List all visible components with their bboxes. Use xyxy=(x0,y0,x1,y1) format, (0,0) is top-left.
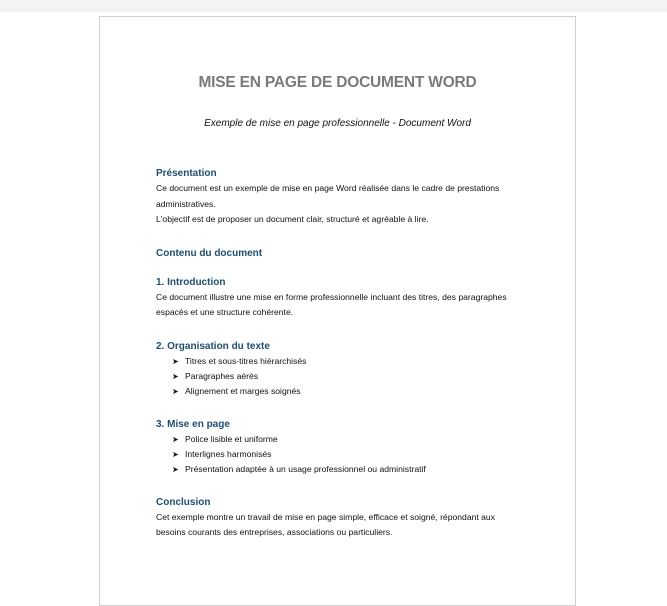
arrowhead-bullet-icon: ➤ xyxy=(172,386,179,396)
paragraph-line: Ce document est un exemple de mise en page Word réalisée dans le cadre de prestations xyxy=(156,183,500,193)
list-item-text: Alignement et marges soignés xyxy=(185,385,301,396)
list-item xyxy=(172,384,526,399)
paragraph-line: besoins courants des entreprises, associations ou particuliers. xyxy=(156,527,393,537)
arrowhead-bullet-icon: ➤ xyxy=(172,371,179,381)
section-heading-contents: Contenu du document xyxy=(156,247,263,259)
arrowhead-bullet-icon: ➤ xyxy=(172,464,179,474)
paragraph-line: espacés et une structure cohérente. xyxy=(156,307,294,317)
paragraph-line: L'objectif est de proposer un document clair, structuré et agréable à lire. xyxy=(156,214,429,224)
spacer xyxy=(156,228,526,246)
section-heading-conclusion: Conclusion xyxy=(156,496,211,508)
paragraph-line: Ce document illustre une mise en forme professionnelle incluant des titres, des paragraphes xyxy=(156,291,507,302)
section-heading-organisation: 2. Organisation du texte xyxy=(156,340,270,352)
list-item-text: Paragraphes aérés xyxy=(185,370,259,381)
paragraph-line: administratives. xyxy=(156,198,216,209)
spacer xyxy=(156,477,526,495)
list-item xyxy=(172,354,526,369)
list-item xyxy=(172,369,526,384)
list-item-text: Titres et sous-titres hiérarchisés xyxy=(185,355,307,366)
list-item-text: Interlignes harmonisés xyxy=(185,448,272,459)
list-item-text: Police lisible et uniforme xyxy=(185,433,278,444)
arrowhead-bullet-icon: ➤ xyxy=(172,449,179,459)
spacer xyxy=(156,321,526,339)
document-body xyxy=(156,166,526,541)
spacer xyxy=(156,399,526,417)
section-heading-presentation: Présentation xyxy=(156,168,217,179)
arrowhead-bullet-icon: ➤ xyxy=(172,356,179,366)
spacer xyxy=(156,261,526,275)
section-heading-introduction: 1. Introduction xyxy=(156,276,226,288)
section-heading-layout: 3. Mise en page xyxy=(156,418,230,430)
list-item xyxy=(172,462,526,477)
list-item-text: Présentation adaptée à un usage professionnel ou administratif xyxy=(185,463,426,474)
list-item xyxy=(172,447,526,462)
bullet-list-layout xyxy=(156,432,526,477)
document-page xyxy=(99,16,576,606)
paragraph-line: Cet exemple montre un travail de mise en page simple, efficace et soigné, répondant aux xyxy=(156,511,496,522)
toolbar-strip xyxy=(0,0,667,12)
document-subtitle: Exemple de mise en page professionnelle - Document Word xyxy=(204,118,471,129)
document-title: MISE EN PAGE DE DOCUMENT WORD xyxy=(198,74,477,91)
bullet-list-organisation xyxy=(156,354,526,399)
arrowhead-bullet-icon: ➤ xyxy=(172,434,179,444)
list-item xyxy=(172,432,526,447)
